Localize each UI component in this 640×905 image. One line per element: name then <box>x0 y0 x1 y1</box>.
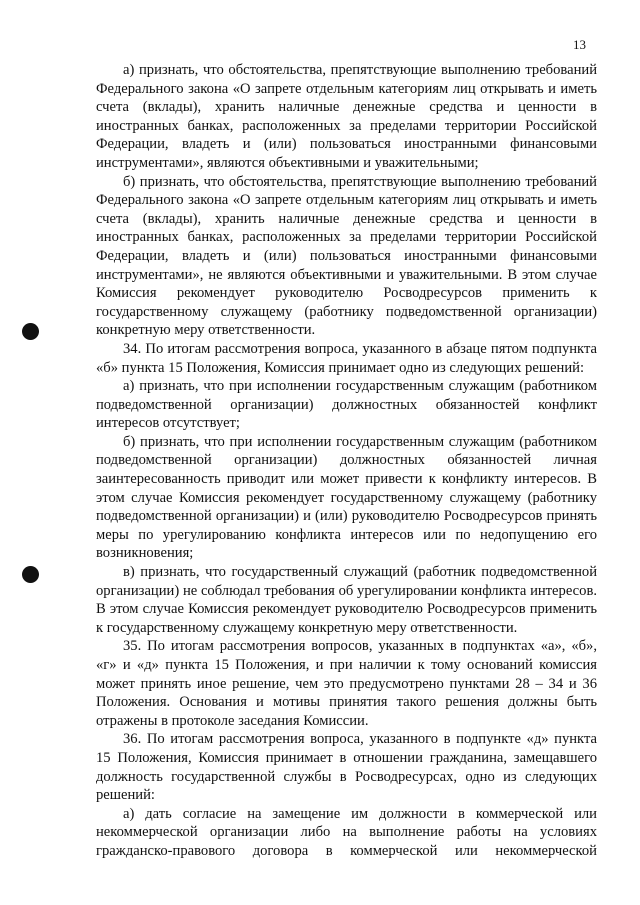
paragraph-36: 36. По итогам рассмотрения вопроса, указанного в подпункте «д» пункта 15 Положения, Комиссия принимает в отношении гражданина, замещавшего должность государственной службы в Росводресурсах, одно из следующих решений: <box>96 731 597 804</box>
paragraph-36a: а) дать согласие на замещение им должности в коммерческой или некоммерческой организации либо на выполнение работы на условиях гражданско-правового договора в коммерческой или некоммерческой <box>96 805 597 859</box>
paragraph-33a: а) признать, что обстоятельства, препятствующие выполнению требований Федерального закона «О запрете отдельным категориям лиц открывать и иметь счета (вклады), хранить наличные денежные средства и ценности в иностранных банках, расположенных за пределами территории Российской Федерации, владеть и (или) пользоваться иностранными финансовыми инструментами», являются объективными и уважительными; <box>96 62 597 171</box>
paragraph-34: 34. По итогам рассмотрения вопроса, указанного в абзаце пятом подпункта «б» пункта 15 Положения, Комиссия принимает одно из следующих решений: <box>96 340 597 376</box>
paragraph-33b: б) признать, что обстоятельства, препятствующие выполнению требований Федерального закона «О запрете отдельным категориям лиц открывать и иметь счета (вклады), хранить наличные денежные средства и ценности в иностранных банках, расположенных за пределами территории Российской Федерации, владеть и (или) пользоваться иностранными финансовыми инструментами», не являются объективными и уважительными. В этом случае Комиссия рекомендует руководителю Росводресурсов применить к государственному служащему (работнику подведомственной организации) конкретную меру ответственности. <box>96 173 597 339</box>
binder-hole-bottom <box>22 566 39 583</box>
page-number: 13 <box>573 37 586 52</box>
document-body <box>96 61 597 861</box>
paragraph-35: 35. По итогам рассмотрения вопросов, указанных в подпунктах «а», «б», «г» и «д» пункта 15 Положения, и при наличии к тому оснований комиссия может принять иное решение, чем это предусмотрено пунктами 28 – 34 и 36 Положения. Основания и мотивы принятия такого решения должны быть отражены в протоколе заседания Комиссии. <box>96 638 597 729</box>
binder-hole-top <box>22 323 39 340</box>
paragraph-34a: а) признать, что при исполнении государственным служащим (работником подведомственной организации) должностных обязанностей конфликт интересов отсутствует; <box>96 378 597 432</box>
paragraph-34c: в) признать, что государственный служащий (работник подведомственной организации) не соблюдал требования об урегулировании конфликта интересов. В этом случае Комиссия рекомендует руководителю Росводресурсов применить к государственному служащему конкретную меру ответственности. <box>96 564 597 636</box>
paragraph-34b: б) признать, что при исполнении государственным служащим (работником подведомственной организации) должностных обязанностей личная заинтересованность приводит или может привести к конфликту интересов. В этом случае Комиссия рекомендует государственному служащему (работнику подведомственной организации) и (или) руководителю Росводресурсов принять меры по урегулированию конфликта интересов или по недопущению его возникновения; <box>96 433 597 562</box>
